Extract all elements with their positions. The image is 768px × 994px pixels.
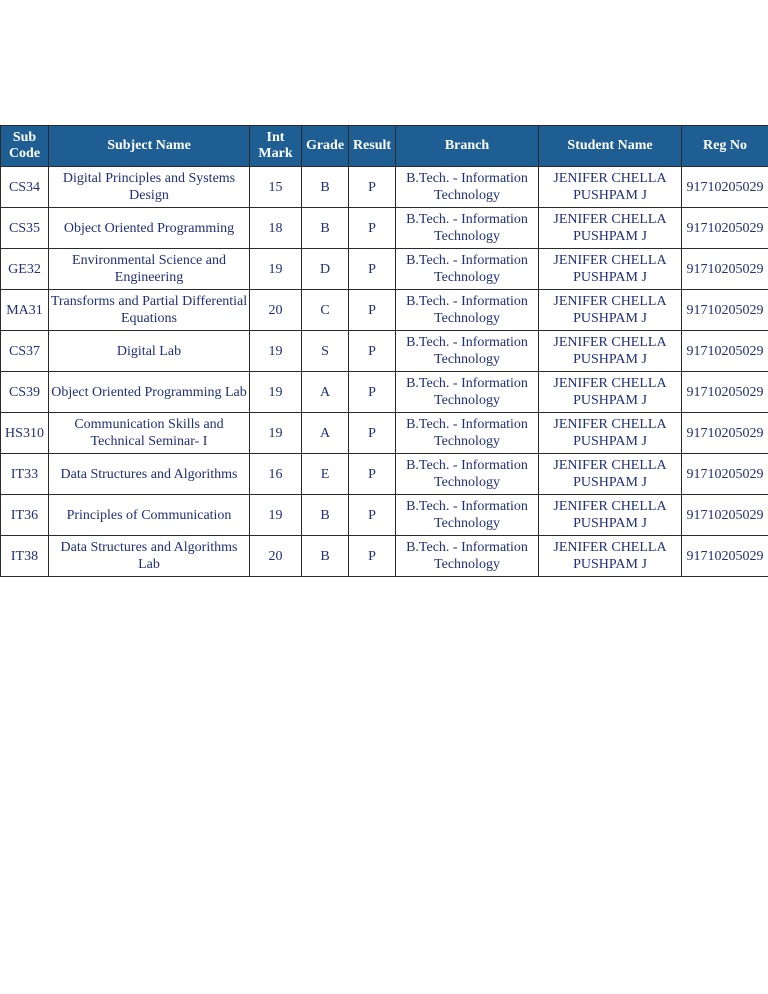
sub-code-cell: CS37 bbox=[1, 331, 49, 372]
header-sub-code: Sub Code bbox=[1, 126, 49, 167]
int-mark-cell: 20 bbox=[250, 536, 302, 577]
sub-code-cell: GE32 bbox=[1, 249, 49, 290]
result-cell: P bbox=[349, 249, 396, 290]
subject-name-cell: Principles of Communication bbox=[49, 495, 250, 536]
reg-no-cell: 91710205029 bbox=[682, 167, 768, 208]
int-mark-cell: 20 bbox=[250, 290, 302, 331]
reg-no-cell: 91710205029 bbox=[682, 290, 768, 331]
reg-no-cell: 91710205029 bbox=[682, 249, 768, 290]
subject-name-cell: Environmental Science and Engineering bbox=[49, 249, 250, 290]
student-name-cell: JENIFER CHELLA PUSHPAM J bbox=[539, 208, 682, 249]
grade-cell: A bbox=[302, 372, 349, 413]
subject-name-cell: Digital Principles and Systems Design bbox=[49, 167, 250, 208]
int-mark-cell: 16 bbox=[250, 454, 302, 495]
result-cell: P bbox=[349, 290, 396, 331]
int-mark-cell: 18 bbox=[250, 208, 302, 249]
result-cell: P bbox=[349, 536, 396, 577]
reg-no-cell: 91710205029 bbox=[682, 495, 768, 536]
result-cell: P bbox=[349, 495, 396, 536]
grade-cell: B bbox=[302, 167, 349, 208]
sub-code-cell: CS34 bbox=[1, 167, 49, 208]
grade-cell: B bbox=[302, 495, 349, 536]
branch-cell: B.Tech. - Information Technology bbox=[396, 249, 539, 290]
student-name-cell: JENIFER CHELLA PUSHPAM J bbox=[539, 290, 682, 331]
subject-name-cell: Data Structures and Algorithms Lab bbox=[49, 536, 250, 577]
subject-name-cell: Object Oriented Programming Lab bbox=[49, 372, 250, 413]
header-result: Result bbox=[349, 126, 396, 167]
sub-code-cell: HS310 bbox=[1, 413, 49, 454]
header-subject-name: Subject Name bbox=[49, 126, 250, 167]
sub-code-cell: CS39 bbox=[1, 372, 49, 413]
reg-no-cell: 91710205029 bbox=[682, 454, 768, 495]
header-row bbox=[1, 126, 768, 167]
subject-name-cell: Data Structures and Algorithms bbox=[49, 454, 250, 495]
results-table bbox=[0, 125, 768, 577]
result-cell: P bbox=[349, 167, 396, 208]
table-row bbox=[1, 167, 768, 208]
branch-cell: B.Tech. - Information Technology bbox=[396, 167, 539, 208]
student-name-cell: JENIFER CHELLA PUSHPAM J bbox=[539, 495, 682, 536]
branch-cell: B.Tech. - Information Technology bbox=[396, 372, 539, 413]
student-name-cell: JENIFER CHELLA PUSHPAM J bbox=[539, 167, 682, 208]
branch-cell: B.Tech. - Information Technology bbox=[396, 208, 539, 249]
reg-no-cell: 91710205029 bbox=[682, 372, 768, 413]
student-name-cell: JENIFER CHELLA PUSHPAM J bbox=[539, 331, 682, 372]
int-mark-cell: 19 bbox=[250, 249, 302, 290]
sub-code-cell: IT33 bbox=[1, 454, 49, 495]
branch-cell: B.Tech. - Information Technology bbox=[396, 454, 539, 495]
sub-code-cell: IT38 bbox=[1, 536, 49, 577]
sub-code-cell: CS35 bbox=[1, 208, 49, 249]
branch-cell: B.Tech. - Information Technology bbox=[396, 536, 539, 577]
student-name-cell: JENIFER CHELLA PUSHPAM J bbox=[539, 454, 682, 495]
branch-cell: B.Tech. - Information Technology bbox=[396, 331, 539, 372]
reg-no-cell: 91710205029 bbox=[682, 331, 768, 372]
branch-cell: B.Tech. - Information Technology bbox=[396, 290, 539, 331]
grade-cell: A bbox=[302, 413, 349, 454]
subject-name-cell: Transforms and Partial Differential Equations bbox=[49, 290, 250, 331]
header-grade: Grade bbox=[302, 126, 349, 167]
table-row bbox=[1, 536, 768, 577]
int-mark-cell: 19 bbox=[250, 495, 302, 536]
grade-cell: B bbox=[302, 536, 349, 577]
result-cell: P bbox=[349, 372, 396, 413]
subject-name-cell: Object Oriented Programming bbox=[49, 208, 250, 249]
grade-cell: C bbox=[302, 290, 349, 331]
sub-code-cell: IT36 bbox=[1, 495, 49, 536]
header-reg-no: Reg No bbox=[682, 126, 768, 167]
table-row bbox=[1, 249, 768, 290]
result-cell: P bbox=[349, 454, 396, 495]
result-cell: P bbox=[349, 413, 396, 454]
table-row bbox=[1, 454, 768, 495]
branch-cell: B.Tech. - Information Technology bbox=[396, 495, 539, 536]
int-mark-cell: 19 bbox=[250, 413, 302, 454]
sub-code-cell: MA31 bbox=[1, 290, 49, 331]
int-mark-cell: 15 bbox=[250, 167, 302, 208]
student-name-cell: JENIFER CHELLA PUSHPAM J bbox=[539, 413, 682, 454]
branch-cell: B.Tech. - Information Technology bbox=[396, 413, 539, 454]
header-branch: Branch bbox=[396, 126, 539, 167]
table-row bbox=[1, 372, 768, 413]
grade-cell: E bbox=[302, 454, 349, 495]
int-mark-cell: 19 bbox=[250, 331, 302, 372]
student-name-cell: JENIFER CHELLA PUSHPAM J bbox=[539, 372, 682, 413]
int-mark-cell: 19 bbox=[250, 372, 302, 413]
table-row bbox=[1, 290, 768, 331]
reg-no-cell: 91710205029 bbox=[682, 208, 768, 249]
header-int-mark: Int Mark bbox=[250, 126, 302, 167]
result-cell: P bbox=[349, 208, 396, 249]
subject-name-cell: Communication Skills and Technical Seminar- I bbox=[49, 413, 250, 454]
table-row bbox=[1, 208, 768, 249]
table-row bbox=[1, 495, 768, 536]
student-name-cell: JENIFER CHELLA PUSHPAM J bbox=[539, 249, 682, 290]
grade-cell: B bbox=[302, 208, 349, 249]
result-cell: P bbox=[349, 331, 396, 372]
table-row bbox=[1, 413, 768, 454]
reg-no-cell: 91710205029 bbox=[682, 413, 768, 454]
grade-cell: D bbox=[302, 249, 349, 290]
header-student-name: Student Name bbox=[539, 126, 682, 167]
student-name-cell: JENIFER CHELLA PUSHPAM J bbox=[539, 536, 682, 577]
table-row bbox=[1, 331, 768, 372]
subject-name-cell: Digital Lab bbox=[49, 331, 250, 372]
reg-no-cell: 91710205029 bbox=[682, 536, 768, 577]
grade-cell: S bbox=[302, 331, 349, 372]
